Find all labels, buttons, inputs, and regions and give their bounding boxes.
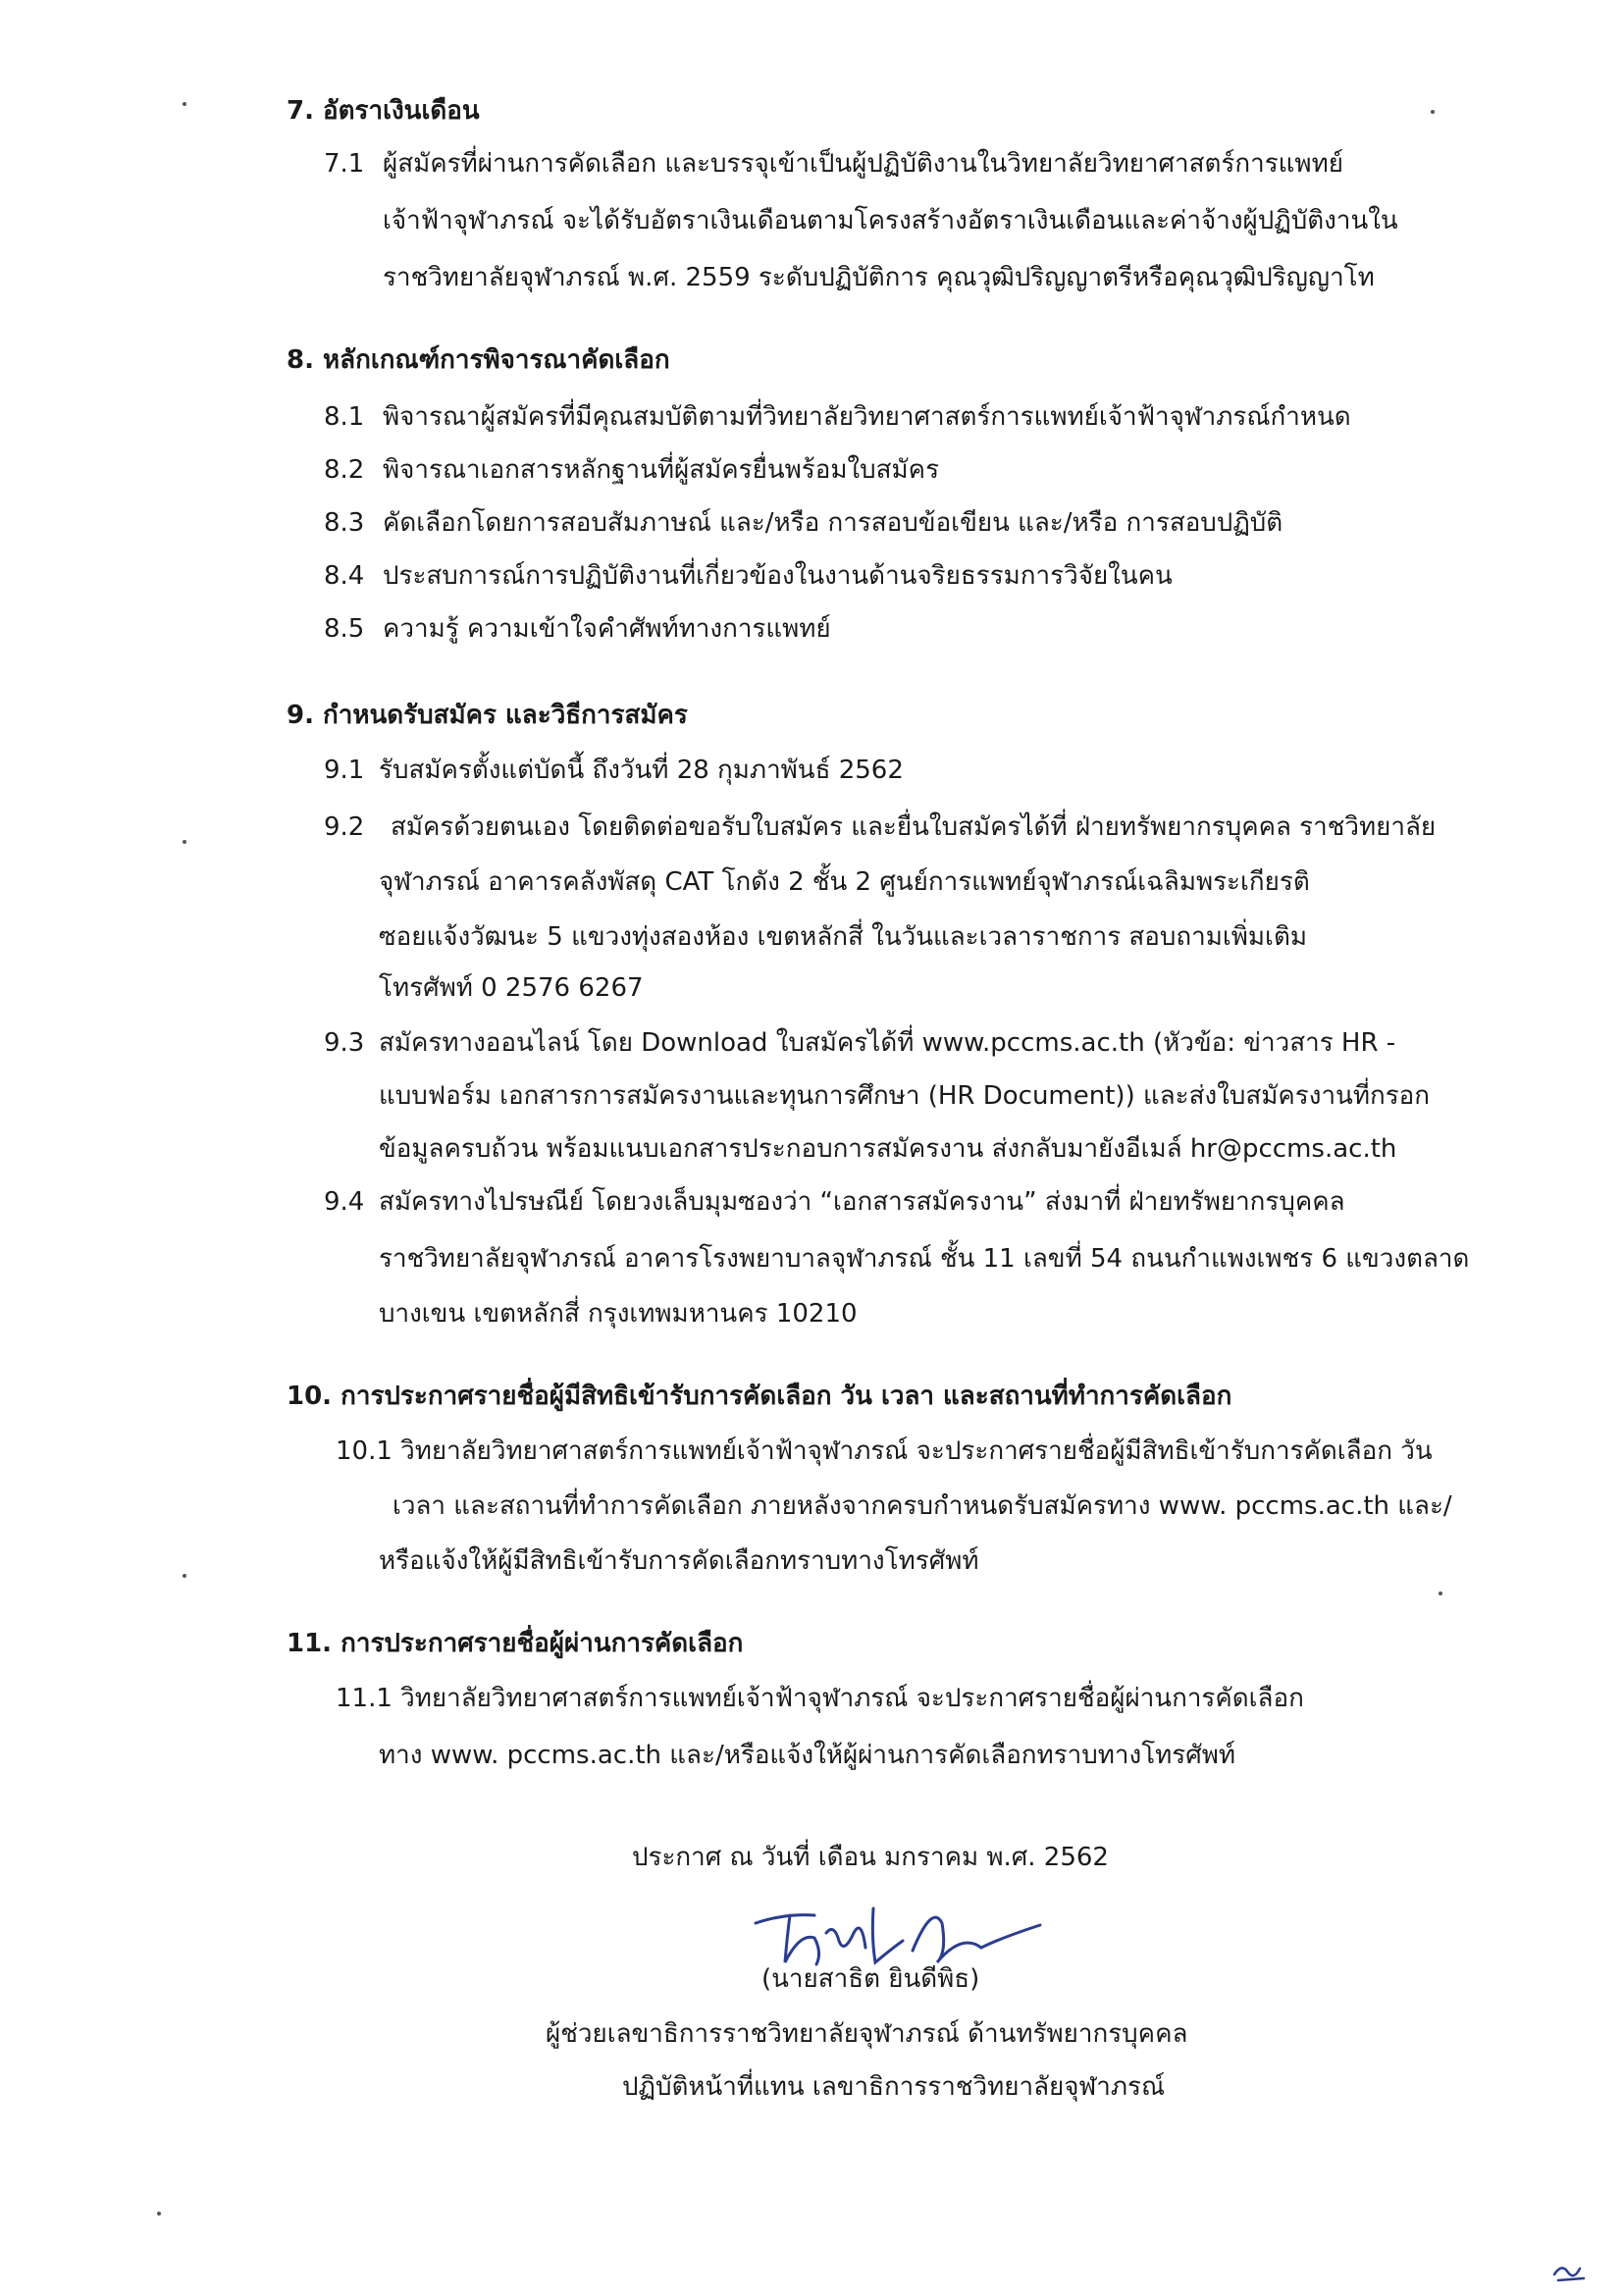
item-8-1-number: 8.1 xyxy=(324,402,365,432)
scan-speck xyxy=(183,102,186,106)
item-10-1-line-1: 10.1 วิทยาลัยวิทยาศาสตร์การแพทย์เจ้าฟ้าจุฬาภรณ์ จะประกาศรายชื่อผู้มีสิทธิเข้ารับการคัดเลือก วัน xyxy=(336,1436,1433,1466)
item-9-1-number: 9.1 xyxy=(324,756,365,785)
item-9-1-text: รับสมัครตั้งแต่บัดนี้ ถึงวันที่ 28 กุมภาพันธ์ 2562 xyxy=(379,756,904,785)
item-9-4-line-2: ราชวิทยาลัยจุฬาภรณ์ อาคารโรงพยาบาลจุฬาภรณ์ ชั้น 11 เลขที่ 54 ถนนกำแพงเพชร 6 แขวงตลาด xyxy=(379,1244,1470,1274)
scan-speck xyxy=(183,1574,186,1578)
signer-title-line-2: ปฏิบัติหน้าที่แทน เลขาธิการราชวิทยาลัยจุฬาภรณ์ xyxy=(622,2072,1166,2102)
scan-speck xyxy=(1431,110,1435,114)
item-9-2-line-1: สมัครด้วยตนเอง โดยติดต่อขอรับใบสมัคร และยื่นใบสมัครได้ที่ ฝ่ายทรัพยากรบุคคล ราชวิทยาลัย xyxy=(391,812,1437,842)
scan-speck xyxy=(183,840,186,844)
scan-speck xyxy=(1439,1592,1442,1595)
item-9-2-line-3: ซอยแจ้งวัฒนะ 5 แขวงทุ่งสองห้อง เขตหลักสี่ ในวันและเวลาราชการ สอบถามเพิ่มเติม xyxy=(379,922,1307,952)
section-10-heading: 10. การประกาศรายชื่อผู้มีสิทธิเข้ารับการคัดเลือก วัน เวลา และสถานที่ทำการคัดเลือก xyxy=(287,1382,1232,1411)
section-8-heading: 8. หลักเกณฑ์การพิจารณาคัดเลือก xyxy=(287,345,670,375)
item-8-4-number: 8.4 xyxy=(324,561,365,591)
item-7-1-number: 7.1 xyxy=(324,149,365,179)
item-9-3-number: 9.3 xyxy=(324,1028,365,1058)
item-10-1-line-2: เวลา และสถานที่ทำการคัดเลือก ภายหลังจากครบกำหนดรับสมัครทาง www. pccms.ac.th และ/ xyxy=(393,1491,1452,1521)
item-7-1-line-1: ผู้สมัครที่ผ่านการคัดเลือก และบรรจุเข้าเป็นผู้ปฏิบัติงานในวิทยาลัยวิทยาศาสตร์การแพทย์ xyxy=(383,149,1343,179)
announcement-date: ประกาศ ณ วันที่ เดือน มกราคม พ.ศ. 2562 xyxy=(632,1843,1109,1872)
item-8-3-text: คัดเลือกโดยการสอบสัมภาษณ์ และ/หรือ การสอบข้อเขียน และ/หรือ การสอบปฏิบัติ xyxy=(383,508,1283,538)
item-9-2-number: 9.2 xyxy=(324,812,365,842)
item-9-2-line-4: โทรศัพท์ 0 2576 6267 xyxy=(379,973,644,1003)
signer-title-line-1: ผู้ช่วยเลขาธิการราชวิทยาลัยจุฬาภรณ์ ด้านทรัพยากรบุคคล xyxy=(546,2019,1188,2049)
item-7-1-line-3: ราชวิทยาลัยจุฬาภรณ์ พ.ศ. 2559 ระดับปฏิบัติการ คุณวุฒิปริญญาตรีหรือคุณวุฒิปริญญาโท xyxy=(383,263,1375,292)
scan-speck xyxy=(157,2212,161,2216)
item-9-4-line-3: บางเขน เขตหลักสี่ กรุงเทพมหานคร 10210 xyxy=(379,1299,858,1329)
item-9-4-number: 9.4 xyxy=(324,1187,365,1217)
section-9-heading: 9. กำหนดรับสมัคร และวิธีการสมัคร xyxy=(287,701,688,730)
item-8-5-text: ความรู้ ความเข้าใจคำศัพท์ทางการแพทย์ xyxy=(383,614,831,644)
item-11-1-line-1: 11.1 วิทยาลัยวิทยาศาสตร์การแพทย์เจ้าฟ้าจุฬาภรณ์ จะประกาศรายชื่อผู้ผ่านการคัดเลือก xyxy=(336,1684,1304,1713)
item-9-3-line-2: แบบฟอร์ม เอกสารการสมัครงานและทุนการศึกษา (HR Document)) และส่งใบสมัครงานที่กรอก xyxy=(379,1081,1431,1111)
item-8-3-number: 8.3 xyxy=(324,508,365,538)
section-11-heading: 11. การประกาศรายชื่อผู้ผ่านการคัดเลือก xyxy=(287,1629,744,1658)
item-8-2-text: พิจารณาเอกสารหลักฐานที่ผู้สมัครยื่นพร้อมใบสมัคร xyxy=(383,455,940,485)
item-9-3-line-1: สมัครทางออนไลน์ โดย Download ใบสมัครได้ที่ www.pccms.ac.th (หัวข้อ: ข่าวสาร HR - xyxy=(379,1028,1396,1058)
item-11-1-line-2: ทาง www. pccms.ac.th และ/หรือแจ้งให้ผู้ผ่านการคัดเลือกทราบทางโทรศัพท์ xyxy=(379,1741,1236,1770)
page-initial-mark xyxy=(1550,2257,1590,2286)
item-10-1-line-3: หรือแจ้งให้ผู้มีสิทธิเข้ารับการคัดเลือกทราบทางโทรศัพท์ xyxy=(379,1546,979,1576)
item-9-2-line-2: จุฬาภรณ์ อาคารคลังพัสดุ CAT โกดัง 2 ชั้น 2 ศูนย์การแพทย์จุฬาภรณ์เฉลิมพระเกียรติ xyxy=(379,867,1310,897)
item-8-2-number: 8.2 xyxy=(324,455,365,485)
item-8-4-text: ประสบการณ์การปฏิบัติงานที่เกี่ยวข้องในงานด้านจริยธรรมการวิจัยในคน xyxy=(383,561,1173,591)
section-7-heading: 7. อัตราเงินเดือน xyxy=(287,96,480,126)
item-9-4-line-1: สมัครทางไปรษณีย์ โดยวงเล็บมุมซองว่า “เอกสารสมัครงาน” ส่งมาที่ ฝ่ายทรัพยากรบุคคล xyxy=(379,1187,1345,1217)
signer-name: (นายสาธิต ยินดีพิธ) xyxy=(761,1964,980,1994)
item-9-3-line-3: ข้อมูลครบถ้วน พร้อมแนบเอกสารประกอบการสมัครงาน ส่งกลับมายังอีเมล์ hr@pccms.ac.th xyxy=(379,1134,1397,1164)
item-8-5-number: 8.5 xyxy=(324,614,365,644)
item-8-1-text: พิจารณาผู้สมัครที่มีคุณสมบัติตามที่วิทยาลัยวิทยาศาสตร์การแพทย์เจ้าฟ้าจุฬาภรณ์กำหนด xyxy=(383,402,1351,432)
item-7-1-line-2: เจ้าฟ้าจุฬาภรณ์ จะได้รับอัตราเงินเดือนตามโครงสร้างอัตราเงินเดือนและค่าจ้างผู้ปฏิบัติงานใน xyxy=(383,206,1398,235)
